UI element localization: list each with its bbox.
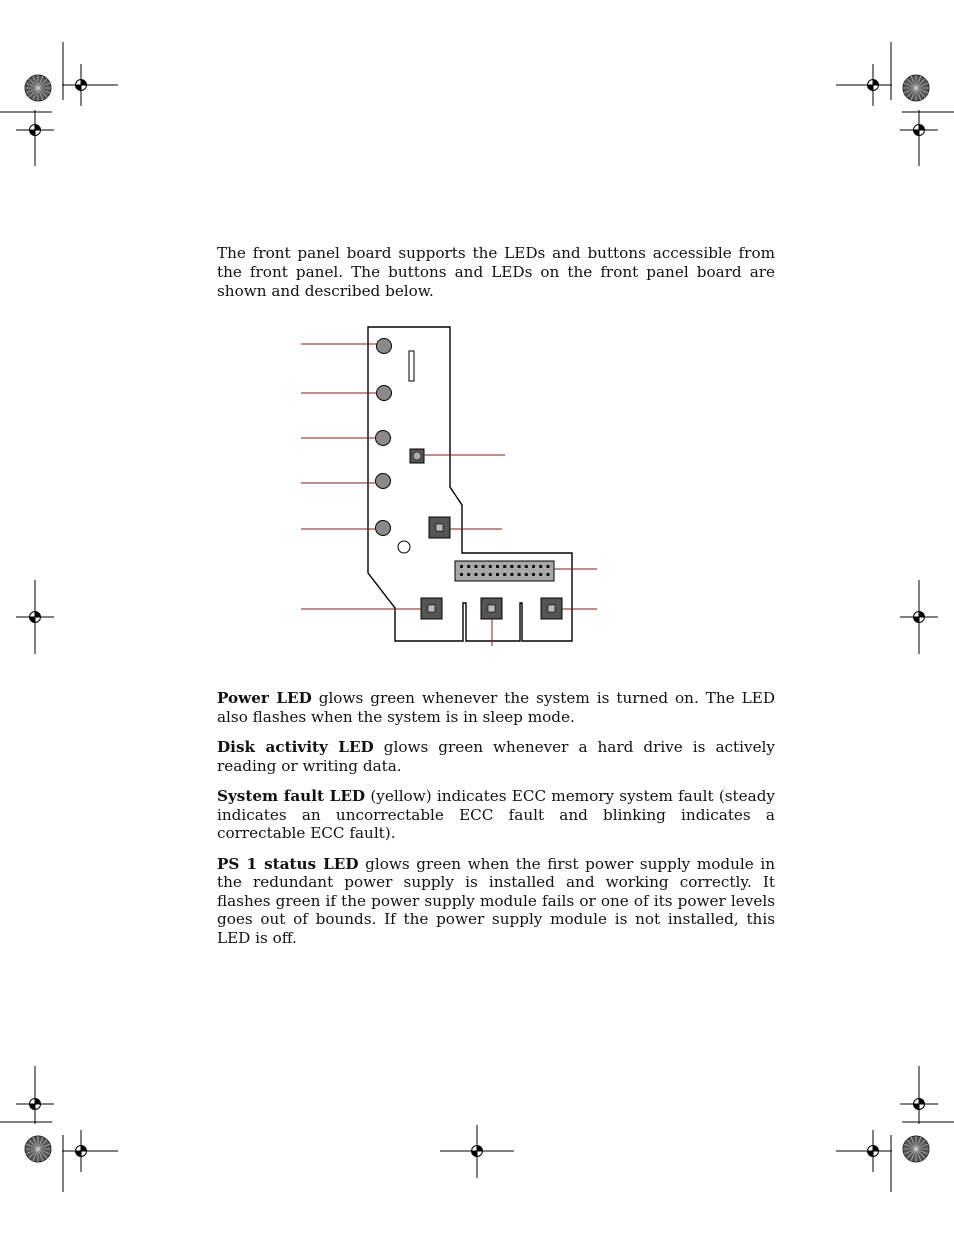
led-5 bbox=[376, 521, 391, 536]
power-led-description bbox=[217, 689, 775, 726]
pin-header bbox=[455, 561, 554, 581]
pin bbox=[460, 573, 463, 576]
pin bbox=[467, 573, 470, 576]
text-power-led: glows green whenever the system is turned on. The LED also flashes when the system is in sleep mode. bbox=[217, 689, 775, 726]
text-system-fault-led: (yellow) indicates ECC memory system fault (steady indicates an uncorrectable ECC fault and blinking indicates a correctable ECC fault). bbox=[217, 787, 775, 842]
text-disk-activity-led: glows green whenever a hard drive is actively reading or writing data. bbox=[217, 738, 775, 775]
pin bbox=[474, 565, 477, 568]
pin bbox=[489, 565, 492, 568]
led-1 bbox=[377, 339, 392, 354]
led-3 bbox=[376, 431, 391, 446]
pin bbox=[532, 573, 535, 576]
intro-paragraph: The front panel board supports the LEDs and buttons accessible from the front panel. The buttons and LEDs on the front panel board are shown and described below. bbox=[217, 244, 775, 300]
pin bbox=[546, 565, 549, 568]
pin bbox=[525, 565, 528, 568]
pin bbox=[510, 565, 513, 568]
pin bbox=[503, 565, 506, 568]
front-panel-board-diagram bbox=[300, 325, 600, 650]
ps1-status-led-description bbox=[217, 855, 775, 948]
pin bbox=[532, 565, 535, 568]
term-system-fault-led: System fault LED bbox=[217, 787, 366, 805]
pin bbox=[539, 565, 542, 568]
system-fault-led-description bbox=[217, 787, 775, 843]
pin bbox=[474, 573, 477, 576]
term-power-led: Power LED bbox=[217, 689, 312, 707]
term-ps1-status-led: PS 1 status LED bbox=[217, 854, 359, 873]
text-ps1-status-led: glows green when the first power supply module in the redundant power supply is installed and working correctly. It flashes green if the power supply module fails or one of its power levels goes out of bounds. If the power supply module is not installed, this LED is off. bbox=[217, 854, 775, 947]
pin bbox=[467, 565, 470, 568]
pin bbox=[518, 565, 521, 568]
led-2 bbox=[377, 386, 392, 401]
pin bbox=[489, 573, 492, 576]
term-disk-activity-led: Disk activity LED bbox=[217, 738, 374, 756]
pin bbox=[518, 573, 521, 576]
pin bbox=[546, 573, 549, 576]
led-descriptions bbox=[217, 689, 775, 959]
pin bbox=[482, 565, 485, 568]
disk-activity-led-description bbox=[217, 738, 775, 775]
pin bbox=[525, 573, 528, 576]
pin bbox=[510, 573, 513, 576]
pin bbox=[496, 573, 499, 576]
pin bbox=[482, 573, 485, 576]
pin bbox=[503, 573, 506, 576]
pin bbox=[496, 565, 499, 568]
pin bbox=[460, 565, 463, 568]
led-4 bbox=[376, 474, 391, 489]
rectangular-window bbox=[409, 351, 414, 381]
mounting-hole bbox=[398, 541, 410, 553]
board-outline bbox=[368, 327, 572, 641]
pin bbox=[539, 573, 542, 576]
